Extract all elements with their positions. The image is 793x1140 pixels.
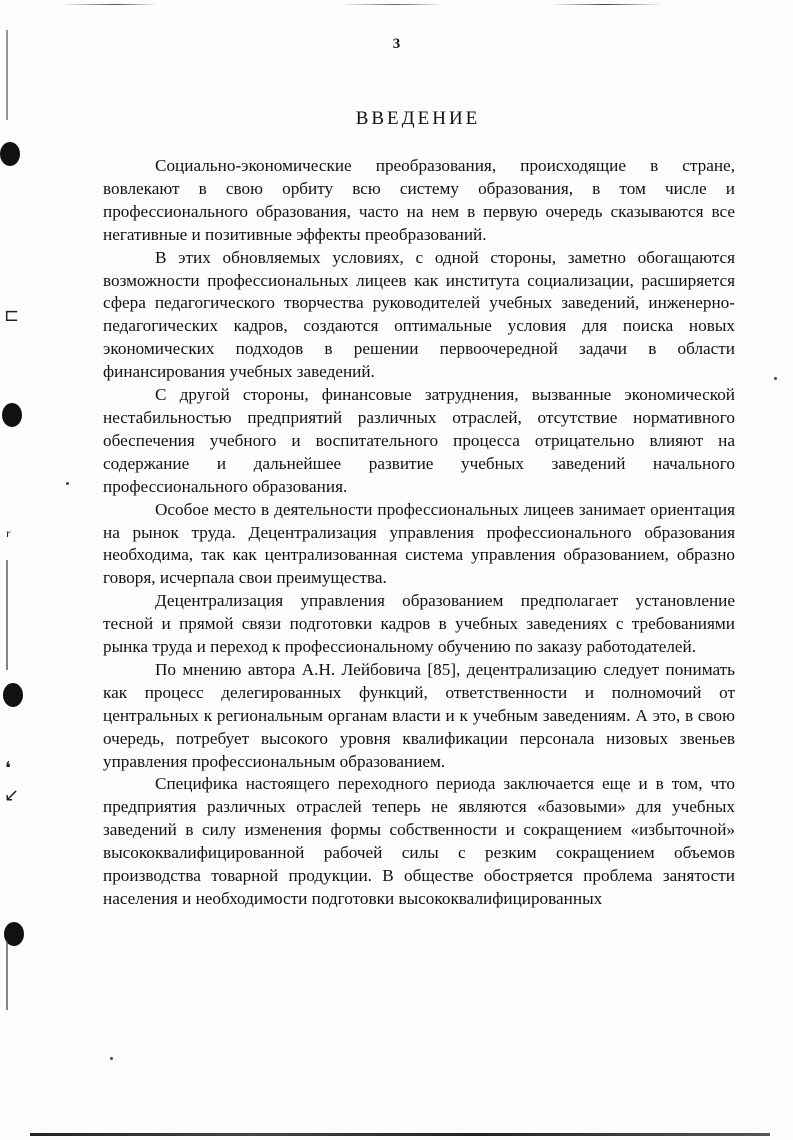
top-scan-edge — [60, 4, 760, 5]
left-scan-edge-3 — [6, 940, 8, 1010]
margin-mark-4: ↙ — [4, 785, 20, 806]
bottom-scan-edge — [30, 1133, 770, 1136]
paragraph-5: Децентрализация управления образованием предполагает установление тесной и прямой связи подготовки кадров в учебных заведениях с требованиями рынка труда и переход к профессиональному обучению по заказу работодателей. — [103, 591, 735, 657]
speck-2 — [66, 482, 69, 485]
left-scan-edge-2 — [6, 560, 8, 670]
paragraph-7: Специфика настоящего переходного периода заключается еще и в том, что предприятия различных отраслей теперь не являются «базовыми» для учебных заведений в силу изменения формы собственности и сокращением «избыточной» высококвалифицированной рабочей силы с резким сокращением объемов производства товарной продукции. В обществе обостряется проблема занятости населения и необходимости подготовки высококвалифицированных — [103, 774, 735, 908]
left-scan-edge-1 — [6, 30, 8, 120]
body-text — [103, 155, 735, 911]
page-number: 3 — [392, 36, 401, 52]
speck-3 — [110, 1057, 113, 1060]
paragraph-4: Особое место в деятельности профессиональных лицеев занимает ориентация на рынок труда. Децентрализация управления профессионального образования необходима, так как централизованная система управления образованием, образно говоря, исчерпала свои преимущества. — [103, 499, 735, 588]
margin-mark-1: ⊏ — [4, 305, 20, 326]
section-title: ВВЕДЕНИЕ — [355, 108, 481, 129]
margin-mark-2: ʳ — [6, 527, 11, 548]
paragraph-1: Социально-экономические преобразования, происходящие в стране, вовлекают в свою орбиту всю систему образования, в том числе и профессионального образования, часто на нем в первую очередь сказываются все негативные и позитивные эффекты преобразований. — [103, 156, 735, 244]
paragraph-2: В этих обновляемых условиях, с одной стороны, заметно обогащаются возможности профессиональных лицеев как института социализации, расширяется сфера педагогического творчества руководителей учебных заведений, инженерно-педагогических кадров, создаются оптимальные условия для поиска новых экономических подходов в решении первоочередной задачи в области финансирования учебных заведений. — [103, 247, 735, 382]
binder-hole-3 — [3, 683, 23, 707]
binder-hole-2 — [2, 403, 22, 427]
paragraph-3: С другой стороны, финансовые затруднения, вызванные экономической нестабильностью предприятий различных отраслей, отсутствие нормативного обеспечения учебного и воспитательного процесса отрицательно влияют на содержание и дальнейшее развитие учебных заведений начального профессионального образования. — [103, 385, 735, 496]
speck-1 — [774, 377, 777, 380]
paragraph-6: По мнению автора А.Н. Лейбовича [85], децентрализацию следует понимать как процесс делегированных функций, ответственности и полномочий от центральных к региональным органам власти и к учебным заведениям. А это, в свою очередь, потребует высокого уровня квалификации персонала низовых звеньев управления профессиональным образованием. — [103, 659, 735, 771]
binder-hole-1 — [0, 142, 20, 166]
margin-mark-3: ❛ — [5, 758, 11, 779]
